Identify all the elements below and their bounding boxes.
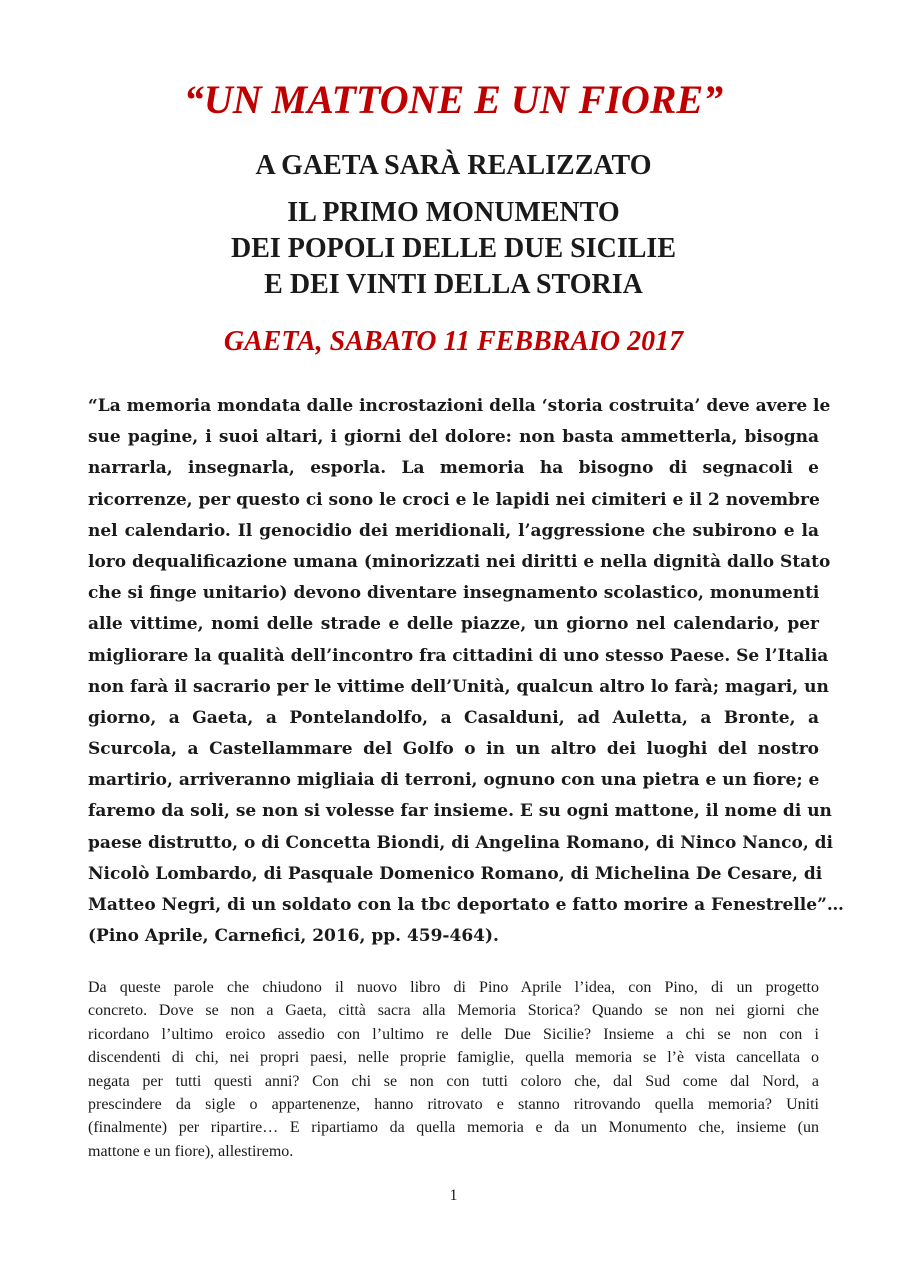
body-line: discendenti di chi, nei propri paesi, nelle proprie famiglie, quella memoria se l’è vista cancellata o — [88, 1049, 819, 1067]
quote-block — [88, 391, 844, 952]
body-line: prescindere da sigle o appartenenze, hanno ritrovato e stanno ritrovando quella memoria? Uniti — [88, 1095, 819, 1113]
quote-line: paese distrutto, o di Concetta Biondi, di Angelina Romano, di Ninco Nanco, di — [88, 832, 833, 853]
subtitle-line-1: A GAETA SARÀ REALIZZATO — [255, 150, 652, 181]
quote-line: “La memoria mondata dalle incrostazioni della ‘storia costruita’ deve avere le — [88, 396, 831, 416]
quote-line: ricorrenze, per questo ci sono le croci e le lapidi nei cimiteri e il 2 novembre — [88, 489, 820, 510]
body-paragraph — [88, 976, 819, 1163]
subtitle-line-2: IL PRIMO MONUMENTO — [287, 197, 620, 228]
quote-line: che si finge unitario) devono diventare insegnamento scolastico, monumenti — [88, 583, 820, 604]
quote-line: giorno, a Gaeta, a Pontelandolfo, a Casalduni, ad Auletta, a Bronte, a — [88, 707, 819, 728]
quote-line: martirio, arriveranno migliaia di terroni, ognuno con una pietra e un fiore; e — [88, 770, 820, 791]
body-line: concreto. Dove se non a Gaeta, città sacra alla Memoria Storica? Quando se non nei giorni che — [88, 1002, 819, 1020]
dateline: GAETA, SABATO 11 FEBBRAIO 2017 — [223, 326, 684, 357]
document-title: “UN MATTONE E UN FIORE” — [183, 77, 724, 122]
quote-line: sue pagine, i suoi altari, i giorni del dolore: non basta ammetterla, bisogna — [88, 427, 819, 448]
quote-line: faremo da soli, se non si volesse far insieme. E su ogni mattone, il nome di un — [88, 801, 832, 822]
body-line: negata per tutti questi anni? Con chi se non con tutti coloro che, dal Sud come dal Nord, a — [88, 1072, 819, 1090]
quote-line: Nicolò Lombardo, di Pasquale Domenico Romano, di Michelina De Cesare, di — [88, 863, 823, 884]
quote-citation: (Pino Aprile, Carnefici, 2016, pp. 459-464). — [88, 926, 499, 947]
quote-line: nel calendario. Il genocidio dei meridionali, l’aggressione che subirono e la — [88, 520, 819, 541]
quote-line: narrarla, insegnarla, esporla. La memoria ha bisogno di segnacoli e — [88, 458, 819, 479]
quote-line: non farà il sacrario per le vittime dell’Unità, qualcun altro lo farà; magari, un — [88, 676, 829, 697]
quote-line: Scurcola, a Castellammare del Golfo o in un altro dei luoghi del nostro — [88, 739, 819, 760]
quote-line: Matteo Negri, di un soldato con la tbc deportato e fatto morire a Fenestrelle”… — [88, 895, 844, 915]
body-line: (finalmente) per ripartire… E ripartiamo da quella memoria e da un Monumento che, insieme (un — [88, 1119, 819, 1137]
subtitle-line-3: DEI POPOLI DELLE DUE SICILIE — [230, 233, 676, 264]
quote-line: loro dequalificazione umana (minorizzati nei diritti e nella dignità dallo Stato — [88, 551, 831, 572]
subtitle-line-4: E DEI VINTI DELLA STORIA — [264, 269, 643, 300]
body-line: mattone e un fiore), allestiremo. — [88, 1142, 294, 1160]
page-number: 1 — [449, 1187, 458, 1204]
body-line: ricordano l’ultimo eroico assedio con l’ultimo re delle Due Sicilie? Insieme a chi se non con i — [88, 1025, 819, 1043]
document-page — [88, 0, 844, 1280]
quote-line: alle vittime, nomi delle strade e delle piazze, un giorno nel calendario, per — [88, 614, 819, 635]
quote-line: migliorare la qualità dell’incontro fra cittadini di uno stesso Paese. Se l’Italia — [88, 645, 829, 666]
body-line: Da queste parole che chiudono il nuovo libro di Pino Aprile l’idea, con Pino, di un progetto — [88, 979, 819, 996]
